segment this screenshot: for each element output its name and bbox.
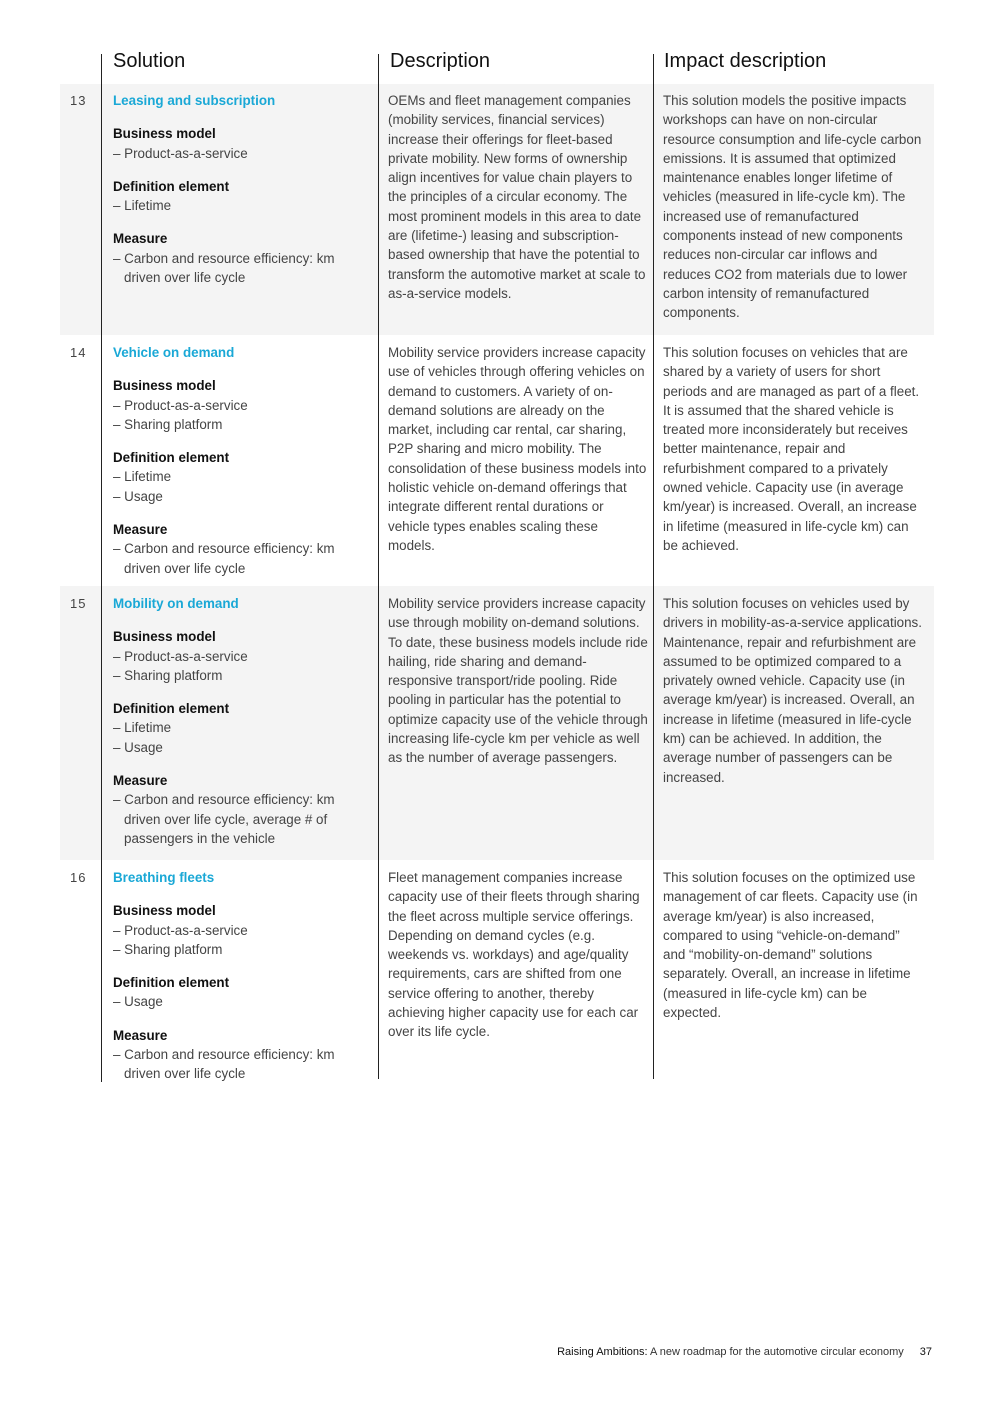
column-divider: [653, 54, 654, 1079]
definition-element-group: [113, 448, 373, 506]
impact-cell: This solution focuses on vehicles used by drivers in mobility-as-a-service applications. Maintenance, repair and refurbishment are assumed to be optimized compared to a privately owned vehicle. Capacity use (in average km/year) is increased. Overall, an increase in lifetime (measured in life-cycle km) can be achieved. In addition, the average number of passengers can be increased.: [663, 596, 922, 785]
business-model-label: Business model: [113, 629, 216, 645]
business-model-label: Business model: [113, 378, 216, 394]
row-number: 15: [70, 596, 87, 611]
measure-group: [113, 771, 373, 848]
business-model-item: – Sharing platform: [113, 416, 223, 432]
header-impact: Impact description: [664, 50, 827, 72]
business-model-group: [113, 627, 373, 685]
footer-title-rest: A new roadmap for the automotive circular economy: [647, 1346, 904, 1358]
column-divider: [378, 54, 379, 1079]
solution-title: Leasing and subscription: [113, 93, 276, 108]
table-row: [60, 586, 934, 860]
business-model-item: – Product-as-a-service: [113, 397, 248, 413]
solution-cell: [113, 91, 373, 287]
definition-element-label: Definition element: [113, 701, 230, 717]
description-cell: OEMs and fleet management companies (mobility services, financial services) increase their offerings for fleet-based private mobility. New forms of ownership align incentives for value chain players to the principles of a circular economy. The most prominent models in this area to date are (lifetime-) leasing and subscription-based ownership that have the potential to transform the automotive market at scale to as-a-service models.: [388, 93, 646, 301]
business-model-label: Business model: [113, 903, 216, 919]
measure-group: [113, 229, 373, 287]
definition-element-item: – Usage: [113, 488, 163, 504]
business-model-group: [113, 376, 373, 434]
table-row: [60, 335, 934, 586]
measure-label: Measure: [113, 522, 168, 538]
measure-label: Measure: [113, 1027, 168, 1043]
measure-label: Measure: [113, 773, 168, 789]
definition-element-item: – Lifetime: [113, 198, 172, 214]
solution-title: Vehicle on demand: [113, 345, 235, 360]
page-footer: [557, 1346, 932, 1358]
table-row: [60, 84, 934, 335]
footer-title-bold: Raising Ambitions:: [557, 1346, 648, 1358]
definition-element-label: Definition element: [113, 975, 230, 991]
page-number: 37: [919, 1346, 932, 1358]
impact-cell: This solution models the positive impacts workshops can have on non-circular resource consumption and life-cycle carbon emissions. It is assumed that optimized maintenance enables longer lifetime of vehicles (measured in life-cycle km). The increased use of remanufactured components instead of new components reduces non-circular car inflows and reduces CO2 from materials due to lower carbon intensity of remanufactured components.: [663, 93, 922, 321]
solution-cell: [113, 343, 373, 578]
definition-element-item: – Usage: [113, 739, 163, 755]
definition-element-group: [113, 699, 373, 757]
impact-cell: This solution focuses on vehicles that are shared by a variety of users for short periods and are managed as part of a fleet. It is assumed that the shared vehicle is treated more inconsiderately but receives better maintenance, repair and refurbishment compared to a privately owned vehicle. Capacity use (in average km/year) is increased. Overall, an increase in lifetime (measured in life-cycle km) can be achieved.: [663, 345, 920, 553]
business-model-item: – Sharing platform: [113, 941, 223, 957]
description-cell: Mobility service providers increase capacity use through mobility on-demand solutions. To date, these business models include ride hailing, ride sharing and demand-responsive transport/ride pooling. Ride pooling in particular has the potential to optimize capacity use of the vehicle through increasing life-cycle km per vehicle as well as the number of average passengers.: [388, 596, 648, 766]
definition-element-group: [113, 177, 373, 216]
measure-item: – Carbon and resource efficiency: km driven over life cycle: [113, 1047, 335, 1082]
row-number: 16: [70, 870, 87, 885]
definition-element-item: – Lifetime: [113, 469, 172, 485]
solution-cell: [113, 868, 373, 1084]
solution-cell: [113, 594, 373, 848]
impact-cell: This solution focuses on the optimized use management of car fleets. Capacity use (in average km/year) is also increased, compared to using “vehicle-on-demand” and “mobility-on-demand” solutions separately. Overall, an increase in lifetime (measured in life-cycle km) can be expected.: [663, 870, 918, 1021]
table-row: [60, 860, 934, 1082]
column-divider: [101, 54, 102, 1082]
business-model-group: [113, 901, 373, 959]
row-number: 13: [70, 93, 87, 108]
definition-element-label: Definition element: [113, 450, 230, 466]
solution-title: Mobility on demand: [113, 596, 239, 611]
definition-element-item: – Usage: [113, 994, 163, 1010]
solution-title: Breathing fleets: [113, 870, 215, 885]
header-solution: Solution: [113, 50, 186, 72]
business-model-item: – Product-as-a-service: [113, 922, 248, 938]
measure-group: [113, 520, 373, 578]
definition-element-label: Definition element: [113, 178, 230, 194]
business-model-item: – Product-as-a-service: [113, 648, 248, 664]
measure-item: – Carbon and resource efficiency: km driven over life cycle, average # of passengers in the vehicle: [113, 792, 335, 846]
measure-item: – Carbon and resource efficiency: km driven over life cycle: [113, 541, 335, 576]
header-description: Description: [390, 50, 491, 72]
row-number: 14: [70, 345, 87, 360]
business-model-item: – Product-as-a-service: [113, 145, 248, 161]
description-cell: Fleet management companies increase capacity use of their fleets through sharing the fleet across multiple service offerings. Depending on demand cycles (e.g. weekends vs. workdays) and age/quality requirements, cars are shifted from one service offering to another, thereby achieving higher capacity use for each car over its life cycle.: [388, 870, 640, 1040]
measure-label: Measure: [113, 231, 168, 247]
definition-element-group: [113, 973, 373, 1012]
business-model-item: – Sharing platform: [113, 667, 223, 683]
description-cell: Mobility service providers increase capacity use of vehicles through offering vehicles on demand to customers. A variety of on-demand solutions are already on the market, including car rental, car sharing, P2P sharing and micro mobility. The consolidation of these business models into holistic vehicle on-demand offerings that integrate different rental durations or vehicle types enables scaling these models.: [388, 345, 647, 553]
measure-item: – Carbon and resource efficiency: km driven over life cycle: [113, 250, 335, 286]
business-model-group: [113, 124, 373, 163]
measure-group: [113, 1026, 373, 1084]
business-model-label: Business model: [113, 126, 216, 142]
definition-element-item: – Lifetime: [113, 720, 172, 736]
